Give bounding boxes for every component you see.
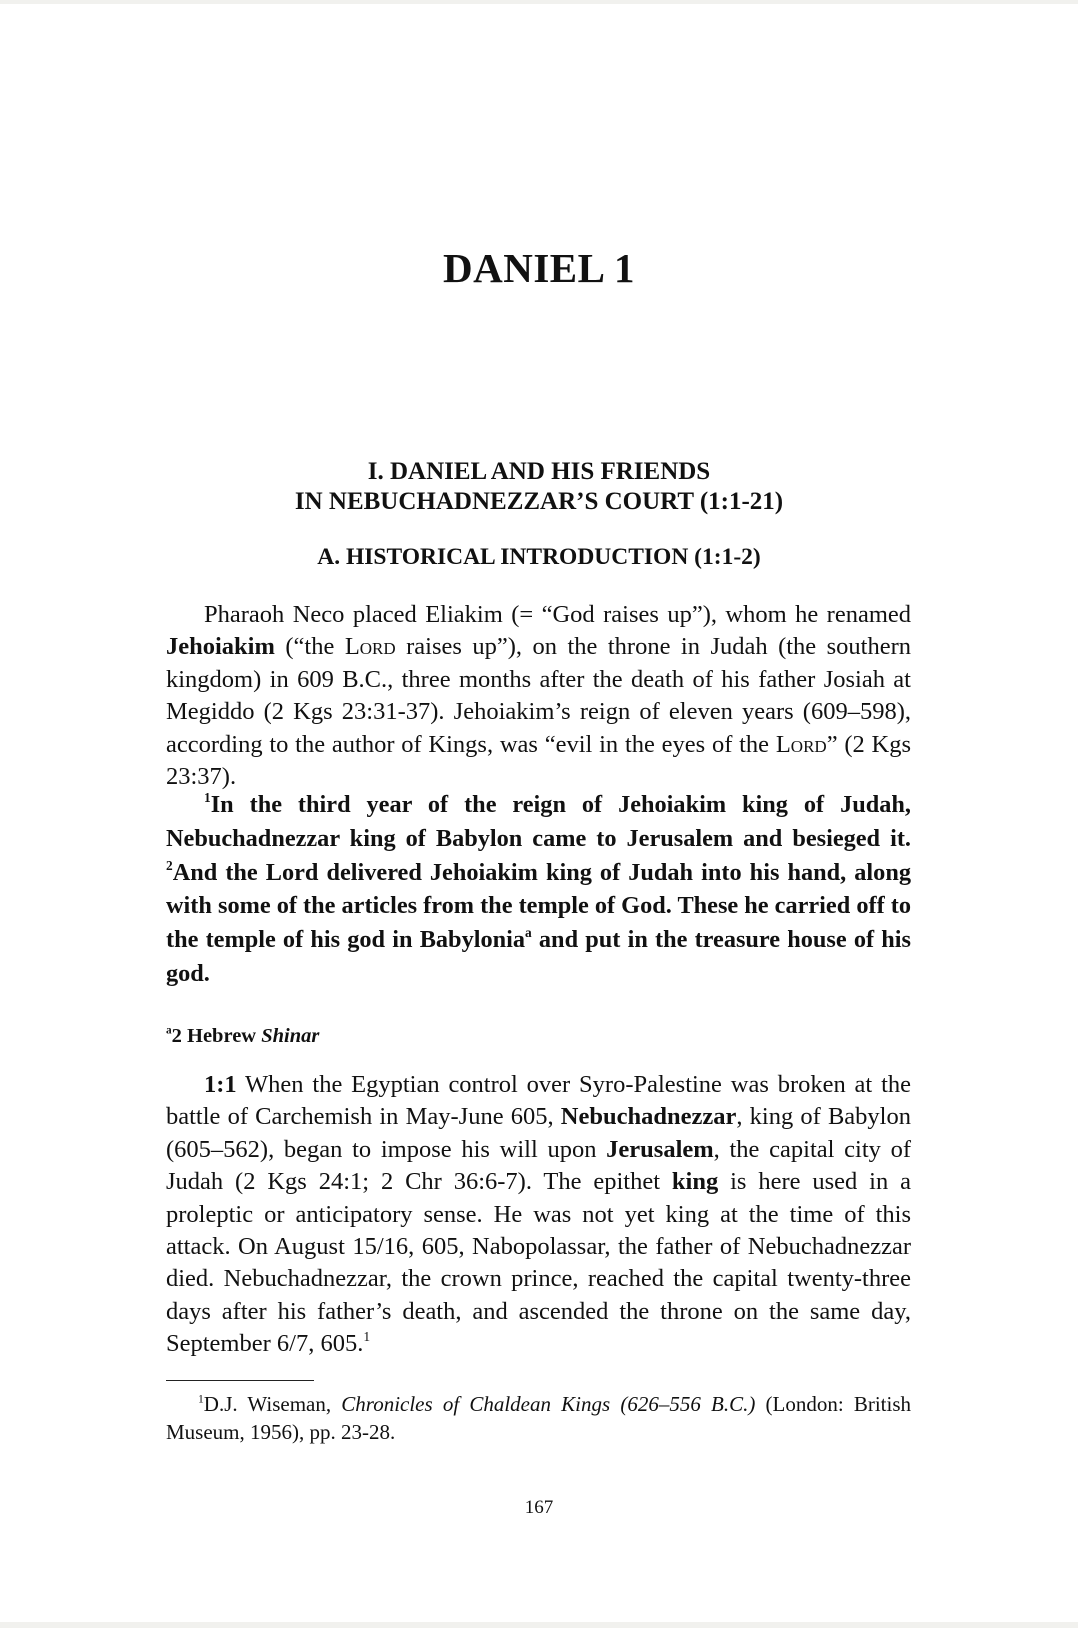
footnote-book-title: Chronicles of Chaldean Kings (626–556 B.C.): [341, 1392, 756, 1416]
text-run: , king of Babylon (605–562), began to impose his will upon: [166, 1103, 911, 1163]
text-run: When the Egyptian control over Syro-Palestine was broken at the battle of Carchemish in May-June 605,: [166, 1071, 911, 1131]
scripture-passage: [166, 788, 911, 991]
footnote-text: D.J. Wiseman,: [203, 1392, 342, 1416]
translation-note-marker: a: [166, 1024, 172, 1037]
book-page: [0, 4, 1078, 1622]
verse-number: 2: [166, 857, 173, 873]
footnote-marker[interactable]: 1: [363, 1329, 371, 1345]
verse-text: and put in the treasure house of his god.: [166, 926, 911, 987]
text-run: raises up”), on the throne in Judah (the southern kingdom) in 609 B.C., three months after the death of his father Josiah at Megiddo (2 Kgs 23:31-37). Jehoiakim’s reign of eleven years (609–598), according to the author of Kings, was “evil in the eyes of the: [166, 633, 911, 758]
verse-number: 1: [204, 789, 211, 805]
chapter-title: DANIEL 1: [443, 245, 635, 291]
verse-text: And the Lord delivered Jehoiakim king of Judah into his hand, along with some of the articles from the temple of God. These he carried off to the temple of his god in Babylonia: [166, 858, 911, 954]
text-run: (“the: [274, 633, 345, 661]
translation-note-marker: a: [525, 925, 532, 941]
text-run: , the capital city of Judah (2 Kgs 24:1; 2 Chr 36:6-7). The epithet: [166, 1135, 911, 1196]
intro-paragraph: [166, 599, 911, 793]
translation-note-italic: Shinar: [261, 1025, 320, 1047]
verse-text: In the third year of the reign of Jehoiakim king of Judah, Nebuchadnezzar king of Babylon came to Jerusalem and besieged it.: [166, 791, 911, 852]
text-run: is here used in a proleptic or anticipatory sense. He was not yet king at the time of this attack. On August 15/16, 605, Nabopolassar, the father of Nebuchadnezzar died. Nebuchadnezzar, the crown prince, reached the capital twenty-three days after his father’s death, and ascended the throne on the same day, September 6/7, 605.: [166, 1168, 911, 1358]
page-number: 167: [524, 1497, 554, 1518]
translation-note: [166, 1025, 319, 1048]
section-title-line-2: IN NEBUCHADNEZZAR’S COURT (1:1-21): [294, 488, 784, 515]
text-run: ” (2 Kgs 23:37).: [166, 730, 912, 791]
section-title-line-1: I. DANIEL AND HIS FRIENDS: [367, 458, 711, 485]
small-caps-lord: Lord: [775, 730, 827, 758]
small-caps-lord: Lord: [344, 633, 396, 661]
text-run: Pharaoh Neco placed Eliakim (= “God raises up”), whom he renamed: [204, 601, 911, 628]
footnote: [166, 1390, 911, 1446]
bold-term-nebuchadnezzar: Nebuchadnezzar: [560, 1103, 737, 1131]
bold-term-king: king: [671, 1168, 719, 1196]
translation-note-text: 2 Hebrew: [171, 1025, 262, 1047]
footnote-divider: [166, 1380, 314, 1381]
subsection-title: A. HISTORICAL INTRODUCTION (1:1-2): [317, 544, 761, 570]
commentary-paragraph: [166, 1069, 911, 1361]
bold-term-jehoiakim: Jehoiakim: [166, 633, 275, 661]
bold-term-jerusalem: Jerusalem: [606, 1135, 714, 1163]
footnote-text: (London: British Museum, 1956), pp. 23-28.: [166, 1392, 912, 1444]
section-title: [0, 457, 1078, 517]
verse-reference: 1:1: [204, 1071, 237, 1098]
footnote-number: 1: [198, 1393, 204, 1406]
